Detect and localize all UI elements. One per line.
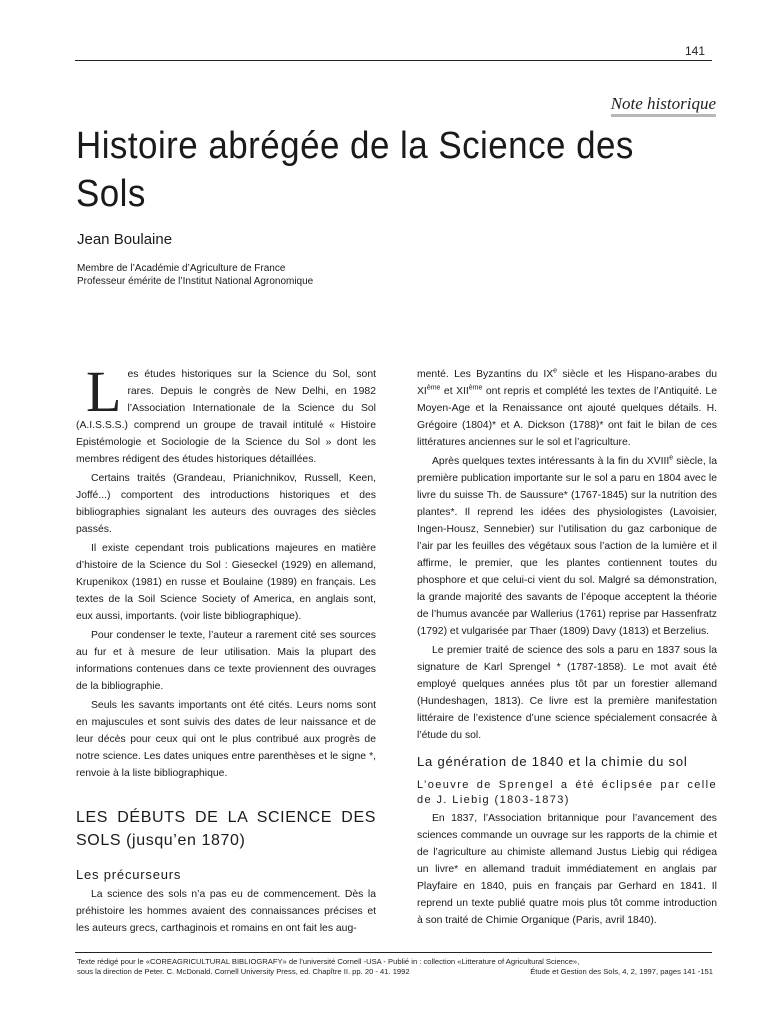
paragraph [417,453,717,640]
text-run: menté. Les Byzantins du IX [417,369,554,380]
footer-note-line: sous la direction de Peter. C. McDonald. Cornell University Press, ed. Chapître II. pp. 20 - 41. 1992 [77,967,410,976]
journal-reference: Étude et Gestion des Sols, 4, 2, 1997, pages 141 -151 [530,967,713,976]
affiliation-line: Professeur émérite de l’Institut National Agronomique [77,276,314,287]
text-run: ont repris et complété les textes de l’Antiquité. Le Moyen-Age et la Renaissance ont ajouté quelques détails. H. Grégoire (1804)* et A. Dickson (1788)* ont fait le bilan de ces littératures anciennes sur le sol et l’agriculture. [417,386,717,448]
affiliation-line: Membre de l’Académie d’Agriculture de France [77,263,286,274]
right-column [417,366,717,929]
footer-note-line: Texte rédigé pour le «COREAGRICULTURAL BIBLIOGRAFY» de l’université Cornell -USA - Publié in : collection «Litterature of Agricultural Science», [77,957,580,966]
text-run: Après quelques textes intéressants à la fin du XVIII [432,456,670,467]
rubric-label: Note historique [611,94,716,117]
section-heading: LES DÉBUTS DE LA SCIENCE DES SOLS (jusqu’en 1870) [76,809,376,849]
paragraph: La science des sols n’a pas eu de commencement. Dès la préhistoire les hommes avaient des connaissances précises et les auteurs grecs, carthaginois et romains en ont fait les aug- [76,889,376,934]
paragraph: Seuls les savants importants ont été cités. Leurs noms sont en majuscules et sont suivis des dates de leur naissance et de leur décès pour ceux qui ont le plus contribué aux progrès de notre science. Les dates uniques entre parenthèses et le signe *, renvoie à la liste bibliographique. [76,700,376,779]
paragraph [417,366,717,451]
intro-paragraph [76,359,376,468]
subsection-heading: L’oeuvre de Sprengel a été éclipsée par celle de J. Liebig (1803-1873) [417,779,717,806]
author-name: Jean Boulaine [77,231,173,248]
intro-text: es études historiques sur la Science du Sol, sont rares. Depuis le congrès de New Delhi, en 1982 l’Association Internationale de la Science du Sol (A.I.S.S.S.) comprend un groupe de travail intitulé « Histoire Epistémologie et Sociologie de la Science du Sol » dont les membres rédigent des études historiques détaillées. [76,369,376,465]
paragraph: Certains traités (Grandeau, Prianichnikov, Russell, Keen, Joffé...) comportent des introductions historiques et des bibliographies signalant les auteurs des ouvrages des siècles passés. [76,473,376,535]
paragraph: Pour condenser le texte, l’auteur a rarement cité ses sources au fur et à mesure de leur utilisation. Mais la plupart des informations contenues dans ce texte proviennent des ouvrages de la bibliographie. [76,630,376,692]
left-column [76,359,376,937]
header-rule [75,60,712,61]
superscript: e [669,454,674,462]
superscript: ème [426,384,441,392]
paragraph: Le premier traité de science des sols a paru en 1837 sous la signature de Karl Sprengel * (1787-1858). Le mot avait été employé quelques années plus tôt par un forestier allemand (Hundeshagen, 1813). Ce livre est la première manifestation littéraire de l’existence d’une science spécialement consacrée à l’étude du sol. [417,645,717,741]
text-run: et XII [440,386,469,397]
text-run: siècle et les Hispano-arabes du XI [417,369,717,397]
author-affiliations [77,262,313,288]
superscript: e [553,367,558,375]
article-title: Histoire abrégée de la Science des Sols [76,125,634,215]
subsection-heading: Les précurseurs [76,867,182,882]
paragraph: En 1837, l’Association britannique pour l’avancement des sciences commande un ouvrage sur les rapports de la chimie et de l’agriculture au chimiste allemand Justus Liebig qui rédigea un livre* en allemand traduit immédiatement en anglais par Playfaire en 1840, puis en français par Gerhard en 1841. Il reprend un texte publié quatre mois plus tôt comme introduction à son traité de Chimie Organique (Paris, avril 1840). [417,813,717,926]
page-number: 141 [684,44,705,58]
paragraph: Il existe cependant trois publications majeures en matière d’histoire de la Science du Sol : Gieseckel (1929) en allemand, Krupenikox (1981) en russe et Boulaine (1989) en français. Les textes de la Soil Science Society of America, en anglais sont, eux aussi, importants. (voir liste bibliographique). [76,543,376,622]
superscript: ème [468,384,483,392]
section-heading: La génération de 1840 et la chimie du sol [417,754,688,769]
footer [77,957,713,977]
text-run: siècle, la première publication importante sur le sol a paru en 1804 avec le livre du suisse Th. de Saussure* (1767-1845) sur la nutrition des plantes*. Il reprend les idées des physiologistes (Lavoisier, Ingen-Housz, Sennebier) sur l’utilisation du gaz carbonique de l’air par les feuilles des végétaux sous l’action de la lumière et il affirme, le premier, que les plantes contiennent toutes du phosphore et que celui-ci vient du sol. Malgré sa démonstration, la grande majorité des savants de l’époque acceptent la théorie de l’humus avancée par Wallerius (1761) reprise par Hassenfratz (1792) et vulgarisée par Thaer (1809) Davy (1813) et Berzelius. [417,456,717,637]
drop-cap: L [86,359,122,424]
footer-rule [75,952,712,953]
